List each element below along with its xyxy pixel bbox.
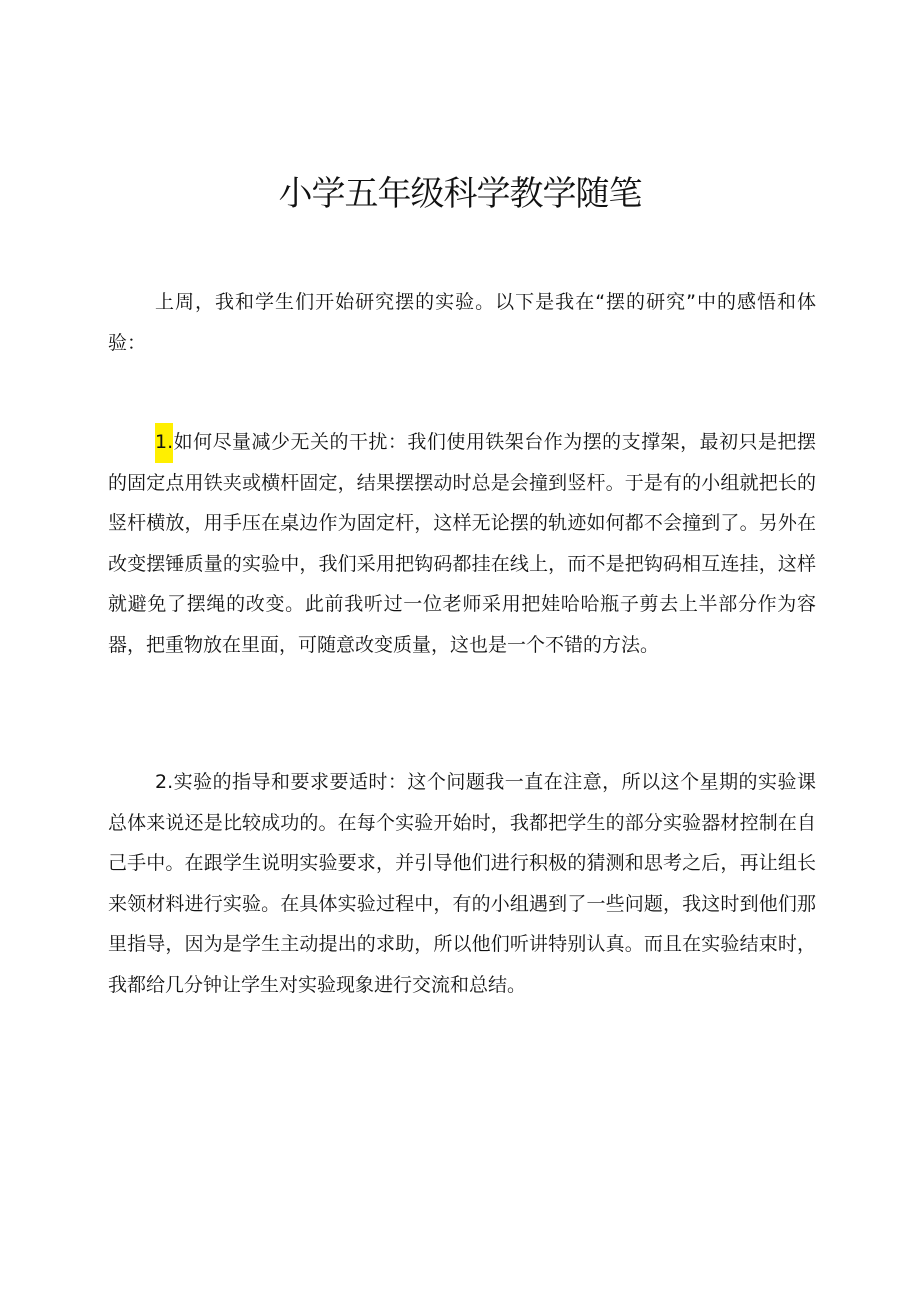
intro-paragraph: 上周，我和学生们开始研究摆的实验。以下是我在“摆的研究”中的感悟和体验： bbox=[108, 291, 816, 354]
section-1-text: 如何尽量减少无关的干扰：我们使用铁架台作为摆的支撑架，最初只是把摆的固定点用铁夹或横杆固定，结果摆摆动时总是会撞到竖杆。于是有的小组就把长的竖杆横放，用手压在桌边作为固定杆，这样无论摆的轨迹如何都不会撞到了。另外在改变摆锤质量的实验中，我们采用把钩码都挂在线上，而不是把钩码相互连挂，这样就避免了摆绳的改变。此前我听过一位老师采用把娃哈哈瓶子剪去上半部分作为容器，把重物放在里面，可随意改变质量，这也是一个不错的方法。 bbox=[108, 431, 816, 656]
section-1-paragraph bbox=[108, 422, 816, 666]
section-2-text: 实验的指导和要求要适时：这个问题我一直在注意，所以这个星期的实验课总体来说还是比较成功的。在每个实验开始时，我都把学生的部分实验器材控制在自己手中。在跟学生说明实验要求，并引导他们进行积极的猜测和思考之后，再让组长来领材料进行实验。在具体实验过程中，有的小组遇到了一些问题，我这时到他们那里指导，因为是学生主动提出的求助，所以他们听讲特别认真。而且在实验结束时，我都给几分钟让学生对实验现象进行交流和总结。 bbox=[108, 771, 816, 996]
section-1-number-highlight: 1. bbox=[155, 423, 173, 463]
section-2-number: 2. bbox=[155, 771, 174, 793]
document-title: 小学五年级科学教学随笔 bbox=[278, 174, 642, 214]
section-2-paragraph bbox=[108, 762, 816, 1006]
